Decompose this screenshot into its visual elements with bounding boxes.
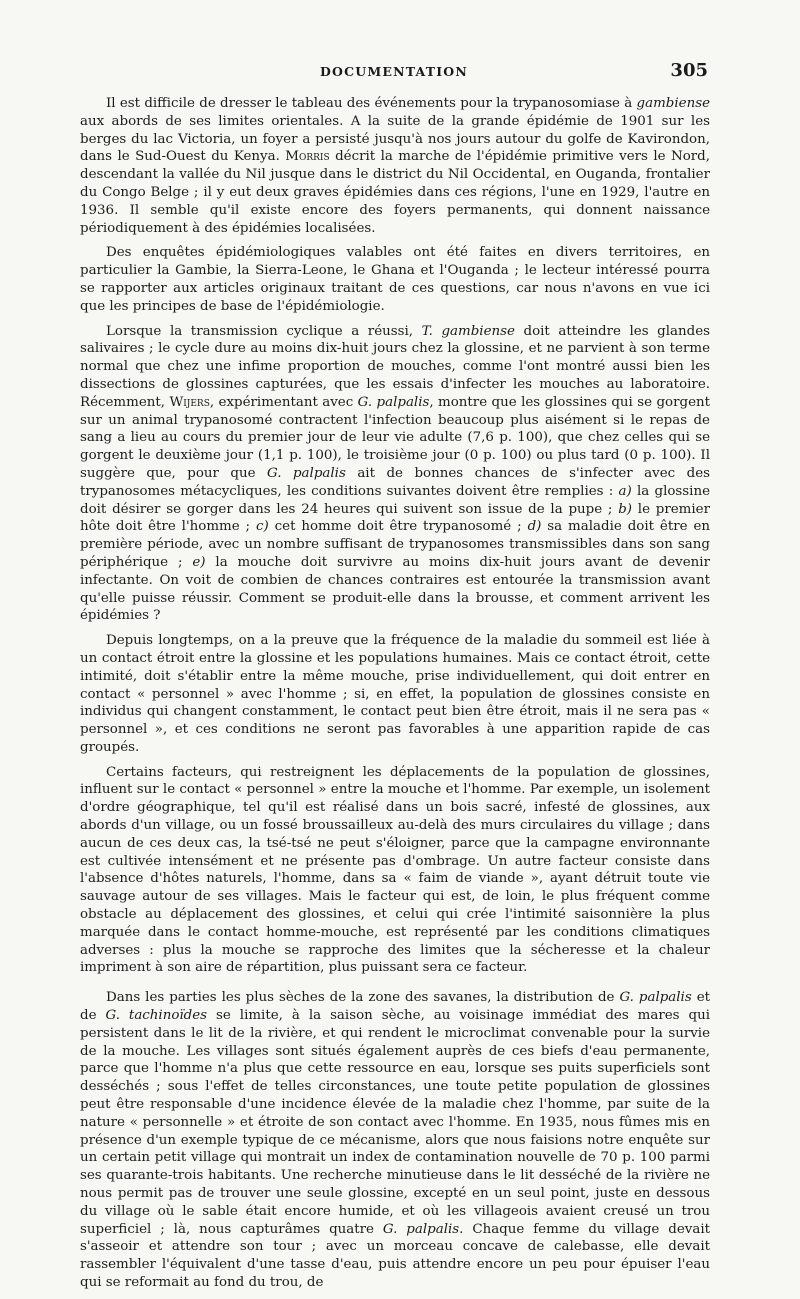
text-run: , montre que les glossines qui se gorgent sur un animal trypanosomé contractent l'infection beaucoup plus aisément si le repas de sang a lieu au cours du premier jour de leur vie adulte (7,6 p. 100), que chez celles qui se gorgent le deuxième jour (1,1 p. 100), le troisième jour (0 p. 100) ou plus tard (0 p. 100). Il suggère que, pour que [80,394,710,481]
italic-text: G. tachinoïdes [105,1008,208,1024]
text-run: le premier hôte doit être l'homme ; [80,501,710,535]
page-header [80,60,708,86]
text-run: doit atteindre les glandes salivaires ; le cycle dure au moins dix-huit jours chez la glossine, et ne parvient à son terme normal que chez une infime proportion de mouches, comme l'ont montré aussi bien les dissections de glossines capturées, que les essais d'infecter les mouches au laboratoire. Récemment, [80,323,710,410]
paragraph [80,244,710,315]
text-run: aux abords de ses limites orientales. A la suite de la grande épidémie de 1901 sur les berges du lac Victoria, un foyer a persisté jusqu'à nos jours autour du golfe de Kavirondon, dans le Sud-Ouest du Kenya. [80,113,710,165]
italic-text: G. palpalis [382,1221,460,1237]
paragraph [80,632,710,757]
italic-text: G. palpalis [619,990,692,1006]
text-run: . Chaque femme du village devait s'asseoir et attendre son tour ; avec un morceau concave de calebasse, elle devait rassembler l'équivalent d'une tasse d'eau, puis attendre encore un peu pour épuiser l'eau qui se reformait au fond du trou, de [80,1221,710,1290]
text-run: la glossine doit désirer se gorger dans les 24 heures qui suivent son issue de la pupe ; [80,483,710,517]
italic-text: G. palpalis [267,465,346,481]
text-run: et de [80,990,710,1024]
page-number: 305 [670,60,708,81]
text-run: décrit la marche de l'épidémie primitive vers le Nord, descendant la vallée du Nil jusque dans le district du Nil Occidental, en Ouganda, frontalier du Congo Belge ; il y eut deux graves épidémies dans ces régions, l'une en 1929, l'autre en 1936. Il semble qu'il existe encore des foyers permanents, qui donnent naissance périodiquement à des épidémies localisées. [80,149,710,236]
italic-text: G. palpalis [357,394,430,410]
italic-text: a) [618,483,632,499]
paragraph [80,764,710,978]
italic-text: c) [256,519,269,535]
text-run: la mouche doit survivre au moins dix-huit jours avant de devenir infectante. On voit de combien de chances contraires est entourée la transmission avant qu'elle puisse réussir. Comment se produit-elle dans la brousse, et comment arrivent les épidémies ? [80,554,710,624]
text-run: ait de bonnes chances de s'infecter avec des trypanosomes métacycliques, les conditions suivantes doivent être remplies : [80,465,710,499]
paragraph [80,989,710,1292]
author-name: Wijers [169,394,210,410]
text-run: , expérimentant avec [209,394,358,410]
text-run: Des enquêtes épidémiologiques valables ont été faites en divers territoires, en particulier la Gambie, la Sierra-Leone, le Ghana et l'Ouganda ; le lecteur intéressé pourra se rapporter aux articles originaux traitant de ces questions, car nous n'avons en vue ici que les principes de base de l'épidémiologie. [80,245,710,314]
paragraph [80,323,710,626]
text-run: Il est difficile de dresser le tableau des événements pour la trypanosomiase à [106,96,637,111]
text-run: sa maladie doit être en première période, avec un nombre suffisant de trypanosomes transmissibles dans son sang périphérique ; [80,519,711,570]
italic-text: e) [192,554,206,570]
text-run: Dans les parties les plus sèches de la zone des savanes, la distribution de [106,990,620,1006]
text-run: cet homme doit être trypanosomé ; [268,519,528,535]
italic-text: gambiense [636,96,710,111]
text-run: Depuis longtemps, on a la preuve que la fréquence de la maladie du sommeil est liée à un contact étroit entre la glossine et les populations humaines. Mais ce contact étroit, cette intimité, doit s'établir entre la même mouche, prise individuellement, qui doit entrer en contact « personnel » avec l'homme ; si, en effet, la population de glossines consiste en individus qui changent constamment, le contact peut bien être étroit, mais il ne sera pas « personnel », et ces conditions ne seront pas favorables à une apparition rapide de cas groupés. [80,633,710,755]
paragraph [80,95,710,237]
author-name: Morris [285,149,330,165]
running-title: DOCUMENTATION [319,64,469,79]
body-text [80,95,710,1299]
text-run: Lorsque la transmission cyclique a réussi, [106,323,422,339]
italic-text: d) [527,519,542,535]
text-run: Certains facteurs, qui restreignent les déplacements de la population de glossines, influent sur le contact « personnel » entre la mouche et l'homme. Par exemple, un isolement d'ordre géographique, tel qu'il est réalisé dans un bois sacré, infesté de glossines, aux abords d'un village, ou un fossé broussailleux au-delà des murs circulaires du village ; dans aucun de ces deux cas, la tsé-tsé ne peut s'éloigner, parce que la campagne environnante est cultivée intensément et ne présente pas d'ombrage. Un autre facteur consiste dans l'absence d'hôtes naturels, l'homme, dans sa « faim de viande », ayant détruit toute vie sauvage autour de ses villages. Mais le facteur qui est, de loin, le plus fréquent comme obstacle au déplacement des glossines, et celui qui crée l'intimité saisonnière la plus marquée dans le contact homme-mouche, est représenté par les conditions climatiques adverses : plus la mouche se rapproche des limites que la sécheresse et la chaleur impriment à son aire de répartition, plus puissant sera ce facteur. [80,764,710,976]
italic-text: T. gambiense [421,323,515,339]
italic-text: b) [618,501,633,517]
text-run: se limite, à la saison sèche, au voisinage immédiat des mares qui persistent dans le lit de la rivière, et qui rendent le microclimat convenable pour la survie de la mouche. Les villages sont situés également auprès de ces biefs d'eau permanente, parce que l'homme n'a plus que cette ressource en eau, lorsque ses puits superficiels sont desséchés ; sous l'effet de telles circonstances, une toute petite population de glossines peut être responsable d'une incidence élevée de la maladie chez l'homme, par suite de la nature « personnelle » et étroite de son contact avec l'homme. En 1935, nous fûmes mis en présence d'un exemple typique de ce mécanisme, alors que nous faisions notre enquête sur un certain petit village qui montrait un index de contamination nouvelle de 70 p. 100 parmi ses quarante-trois habitants. Une recherche minutieuse dans le lit desséché de la rivière ne nous permit pas de trouver une seule glossine, excepté en un seul point, juste en dessous du village où le sable était encore humide, et où les villageois avaient creusé un trou superficiel ; là, nous capturâmes quatre [80,1008,710,1237]
